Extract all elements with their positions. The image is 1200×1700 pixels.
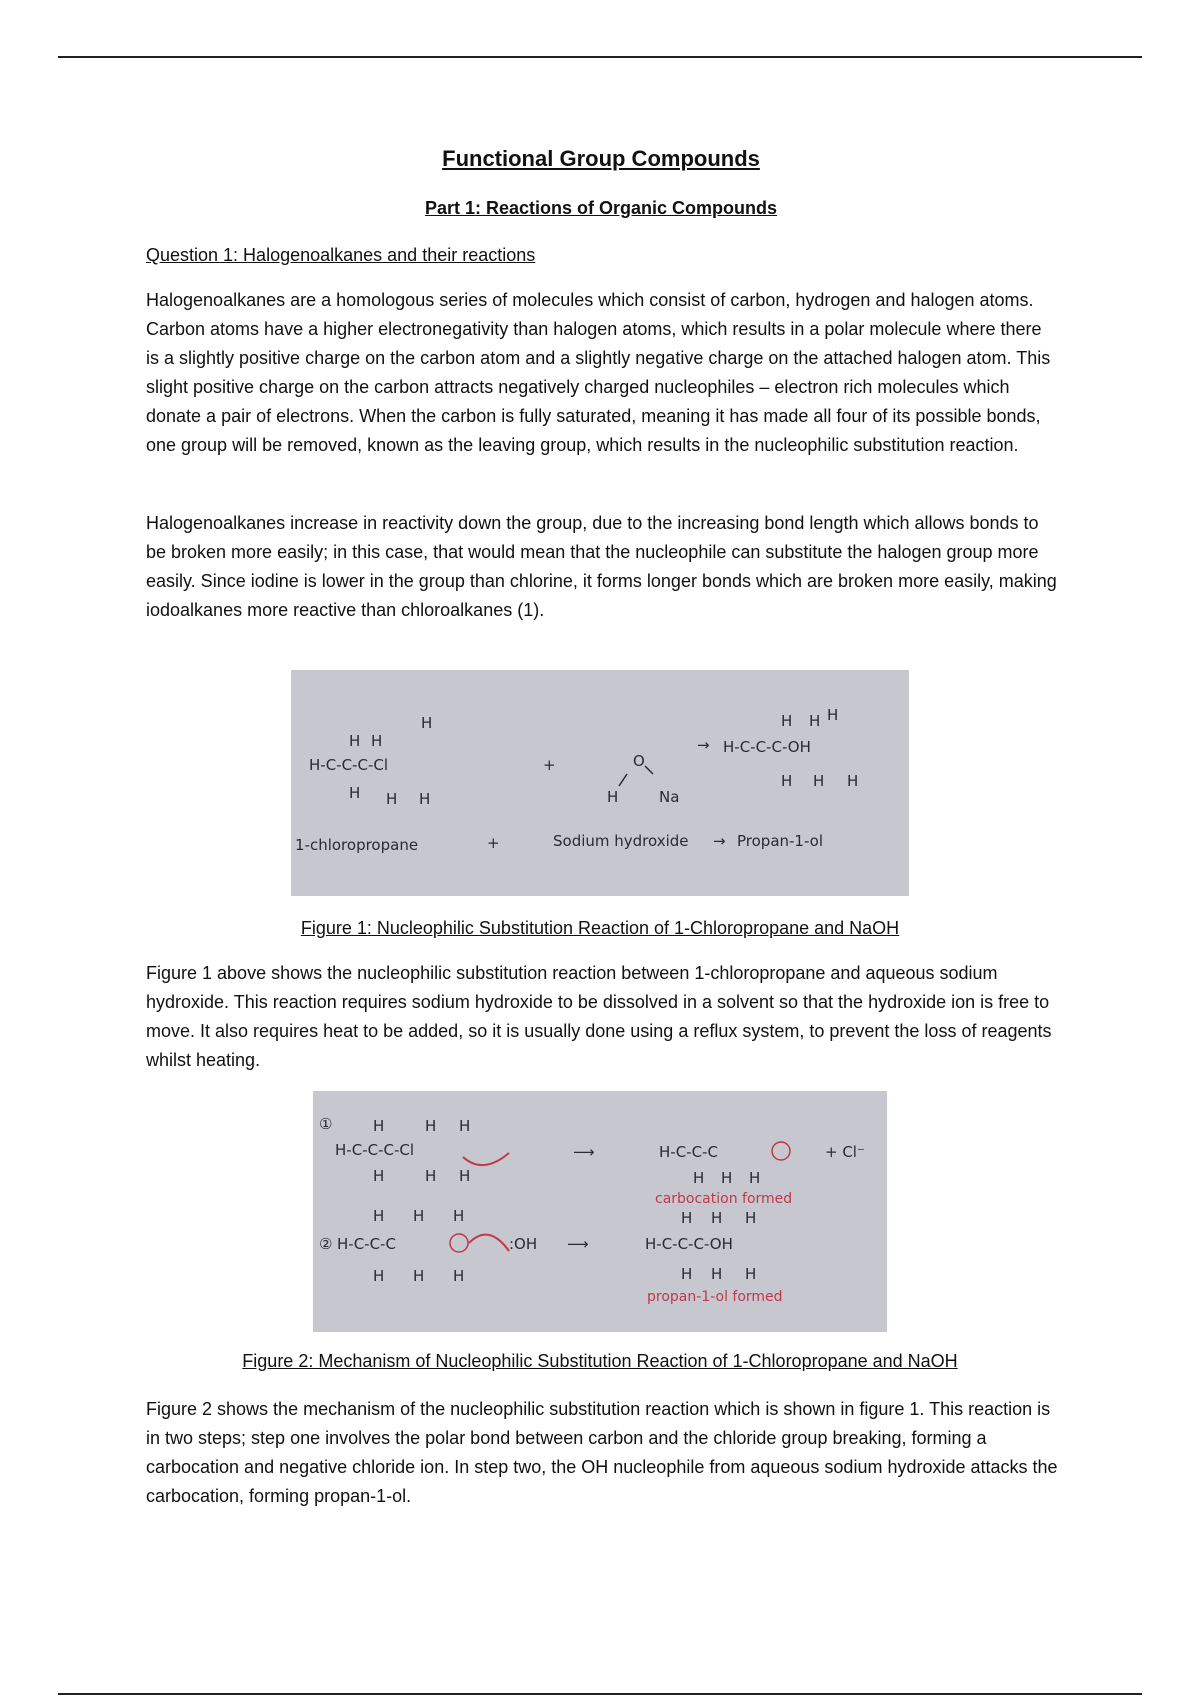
- paragraph-figure-1-description: Figure 1 above shows the nucleophilic substitution reaction between 1-chloropropane and aqueous sodium hydroxide. This reaction requires sodium hydroxide to be dissolved in a solvent so that the hydroxide ion is free to move. It also requires heat to be added, so it is usually done using a reflux system, to prevent the loss of reagents whilst heating.: [146, 963, 1052, 1070]
- step-1-product-h-2: H: [721, 1169, 733, 1187]
- reagent-label: Sodium hydroxide: [553, 832, 689, 850]
- header-rule: [58, 56, 1142, 58]
- reagent-bond-h: [619, 774, 627, 786]
- reaction-arrow-bottom: →: [713, 832, 726, 850]
- step-2-reactant: H-C-C-C: [337, 1235, 396, 1253]
- chloride-ion: + Cl⁻: [825, 1143, 865, 1161]
- reagent-h: H: [607, 788, 619, 806]
- product-formula: H-C-C-C-OH: [723, 738, 811, 756]
- step-2-product-h-bottom-3: H: [745, 1265, 757, 1283]
- product-h-bottom-1: H: [781, 772, 793, 790]
- step-1-h-top-2: H: [425, 1117, 437, 1135]
- carbocation-label: carbocation formed: [655, 1191, 793, 1207]
- reactant-h-bottom-1: H: [349, 784, 361, 802]
- reactant-h-bottom-3: H: [419, 790, 431, 808]
- step-2-product-h-top-3: H: [745, 1209, 757, 1227]
- step-2-h-bottom-2: H: [413, 1267, 425, 1285]
- step-2-arrow: ⟶: [567, 1235, 589, 1253]
- figure-1-drawing: [291, 670, 909, 896]
- figure-2-caption: Figure 2: Mechanism of Nucleophilic Substitution Reaction of 1-Chloropropane and NaOH: [242, 1351, 958, 1371]
- reagent-bond-na: [645, 766, 653, 774]
- step-2-curly-arrow: [469, 1235, 509, 1251]
- figure-1-reaction-photo: [291, 670, 909, 896]
- reactant-h-top-3: H: [421, 714, 433, 732]
- step-1-h-bottom-1: H: [373, 1167, 385, 1185]
- product-h-bottom-2: H: [813, 772, 825, 790]
- step-2-h-bottom-3: H: [453, 1267, 465, 1285]
- reactant-h-top-2: H: [371, 732, 383, 750]
- product-label: Propan-1-ol: [737, 832, 824, 850]
- product-h-bottom-3: H: [847, 772, 859, 790]
- step-1-h-top-1: H: [373, 1117, 385, 1135]
- step-1-product-h-1: H: [693, 1169, 705, 1187]
- reactant-label: 1-chloropropane: [295, 836, 419, 854]
- step-1-h-top-3: H: [459, 1117, 471, 1135]
- step-1-product: H-C-C-C: [659, 1143, 718, 1161]
- step-2-h-top-1: H: [373, 1207, 385, 1225]
- product-h-top-3: H: [827, 706, 839, 724]
- step-2-product-h-top-1: H: [681, 1209, 693, 1227]
- product-h-top-2: H: [809, 712, 821, 730]
- document-subtitle: Part 1: Reactions of Organic Compounds: [424, 198, 778, 218]
- reactant-h-top-1: H: [349, 732, 361, 750]
- footer-rule: [58, 1693, 1142, 1695]
- reagent-oxygen: O: [633, 752, 645, 770]
- figure-1-caption: Figure 1: Nucleophilic Substitution Reaction of 1-Chloropropane and NaOH: [300, 918, 900, 938]
- figure-2-mechanism-photo: [313, 1091, 887, 1332]
- product-h-top-1: H: [781, 712, 793, 730]
- step-2-charge-circle: [450, 1234, 468, 1252]
- paragraph-halogenoalkanes-intro: Halogenoalkanes are a homologous series of molecules which consist of carbon, hydrogen and halogen atoms. Carbon atoms have a higher electronegativity than halogen atoms, which results in a polar molecule where there is a slightly positive charge on the carbon atom and a slightly negative charge on the attached halogen atom. This slight positive charge on the carbon attracts negatively charged nucleophiles – electron rich molecules which donate a pair of electrons. When the carbon is fully saturated, meaning it has made all four of its possible bonds, one group will be removed, known as the leaving group, which results in the nucleophilic substitution reaction.: [146, 290, 1051, 455]
- step-1-reactant: H-C-C-C-Cl: [335, 1141, 414, 1159]
- nucleophile: :OH: [509, 1235, 538, 1253]
- propanol-label: propan-1-ol formed: [647, 1289, 783, 1305]
- step-2-product-h-bottom-1: H: [681, 1265, 693, 1283]
- figure-2-drawing: [313, 1091, 887, 1332]
- paragraph-figure-2-description: Figure 2 shows the mechanism of the nucleophilic substitution reaction which is shown in figure 1. This reaction is in two steps; step one involves the polar bond between carbon and the chloride group breaking, forming a carbocation and negative chloride ion. In step two, the OH nucleophile from aqueous sodium hydroxide attacks the carbocation, forming propan-1-ol.: [146, 1399, 1058, 1506]
- carbocation-charge-circle: [772, 1142, 790, 1160]
- reaction-arrow-top: →: [697, 736, 710, 754]
- paragraph-reactivity: Halogenoalkanes increase in reactivity down the group, due to the increasing bond length which allows bonds to be broken more easily; in this case, that would mean that the nucleophile can substitute the halogen group more easily. Since iodine is lower in the group than chlorine, it forms longer bonds which are broken more easily, making iodoalkanes more reactive than chloroalkanes (1).: [146, 513, 1057, 620]
- step-2-product-h-top-2: H: [711, 1209, 723, 1227]
- step-1-arrow: ⟶: [573, 1143, 595, 1161]
- step-1-h-bottom-2: H: [425, 1167, 437, 1185]
- plus-sign-top: +: [543, 756, 556, 774]
- document-title: Functional Group Compounds: [442, 146, 760, 171]
- reagent-na: Na: [659, 788, 680, 806]
- question-heading: Question 1: Halogenoalkanes and their reactions: [146, 245, 536, 265]
- step-2-marker: ②: [319, 1235, 333, 1253]
- step-1-curly-arrow: [463, 1153, 509, 1165]
- step-2-h-top-2: H: [413, 1207, 425, 1225]
- step-2-product-h-bottom-2: H: [711, 1265, 723, 1283]
- reactant-h-bottom-2: H: [386, 790, 398, 808]
- plus-sign-bottom: +: [487, 834, 500, 852]
- step-2-product: H-C-C-C-OH: [645, 1235, 733, 1253]
- step-2-h-top-3: H: [453, 1207, 465, 1225]
- reactant-formula: H-C-C-C-Cl: [309, 756, 388, 774]
- step-1-marker: ①: [319, 1115, 333, 1133]
- step-1-h-bottom-3: H: [459, 1167, 471, 1185]
- step-1-product-h-3: H: [749, 1169, 761, 1187]
- step-2-h-bottom-1: H: [373, 1267, 385, 1285]
